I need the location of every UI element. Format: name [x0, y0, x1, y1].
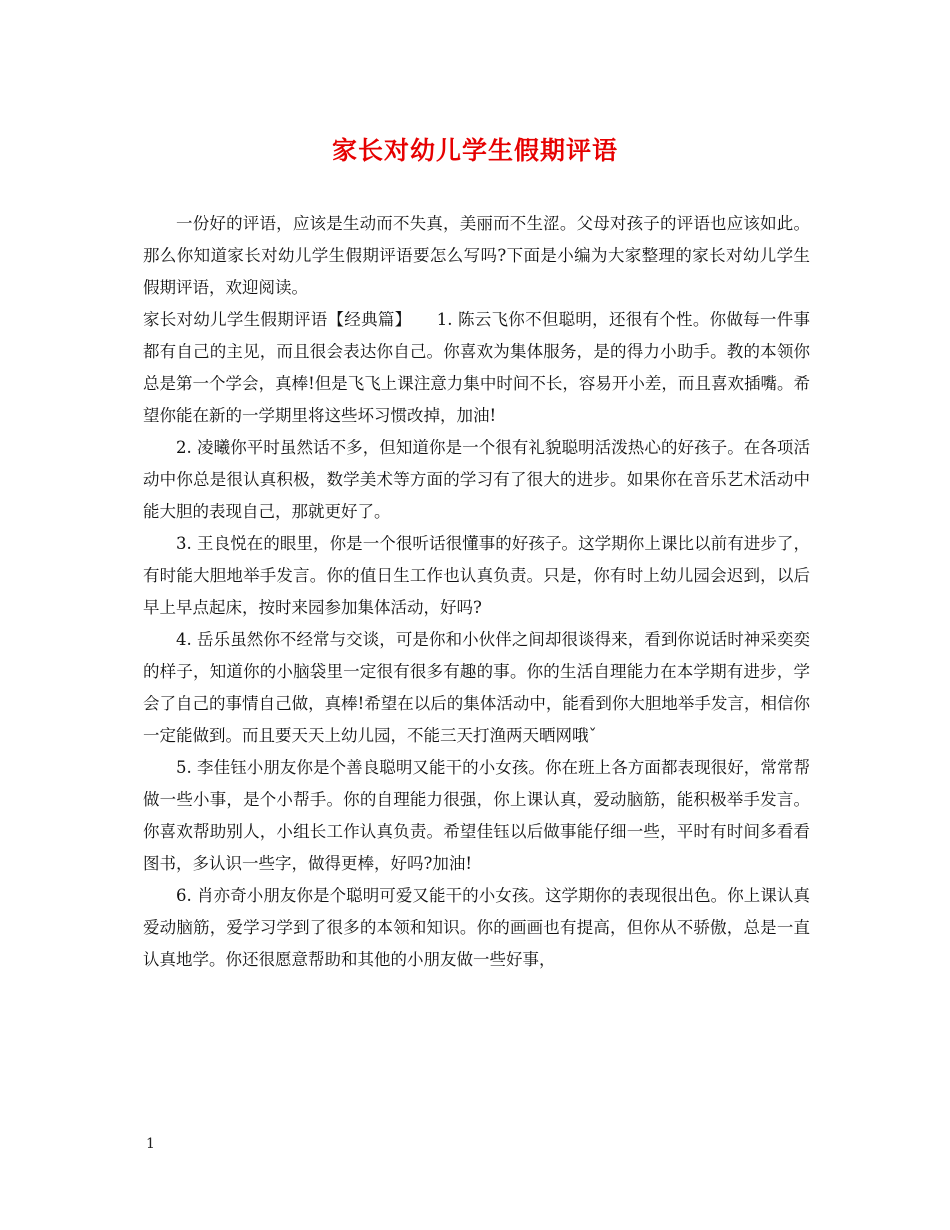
comment-item-2: 2. 凌曦你平时虽然话不多，但知道你是一个很有礼貌聪明活泼热心的好孩子。在各项活动中你总是很认真积极，数学美术等方面的学习有了很大的进步。如果你在音乐艺术活动中能大胆的表现自己，那就更好了。: [143, 438, 810, 521]
section-heading-paragraph: 家长对幼儿学生假期评语【经典篇】 1. 陈云飞你不但聪明，还很有个性。你做每一件事都有自己的主见，而且很会表达你自己。你喜欢为集体服务，是的得力小助手。教的本领你总是第一个学会，真棒!但是飞飞上课注意力集中时间不长，容易开小差，而且喜欢插嘴。希望你能在新的一学期里将这些坏习惯改掉，加油!: [143, 310, 810, 425]
comment-item-6: 6. 肖亦奇小朋友你是个聪明可爱又能干的小女孩。这学期你的表现很出色。你上课认真爱动脑筋，爱学习学到了很多的本领和知识。你的画画也有提高，但你从不骄傲，总是一直认真地学。你还很愿意帮助和其他的小朋友做一些好事，: [143, 886, 810, 969]
document-body: [143, 208, 810, 976]
comment-item-5: 5. 李佳钰小朋友你是个善良聪明又能干的小女孩。你在班上各方面都表现很好，常常帮做一些小事，是个小帮手。你的自理能力很强，你上课认真，爱动脑筋，能积极举手发言。你喜欢帮助别人，小组长工作认真负责。希望佳钰以后做事能仔细一些，平时有时间多看看图书，多认识一些字，做得更棒，好吗?加油!: [143, 758, 810, 873]
page-title: 家长对幼儿学生假期评语: [331, 136, 618, 165]
comment-item-3: 3. 王良悦在的眼里，你是一个很听话很懂事的好孩子。这学期你上课比以前有进步了，有时能大胆地举手发言。你的值日生工作也认真负责。只是，你有时上幼儿园会迟到，以后早上早点起床，按时来园参加集体活动，好吗?: [143, 534, 810, 617]
comment-item-4: 4. 岳乐虽然你不经常与交谈，可是你和小伙伴之间却很谈得来，看到你说话时神采奕奕的样子，知道你的小脑袋里一定很有很多有趣的事。你的生活自理能力在本学期有进步，学会了自己的事情自己做，真棒!希望在以后的集体活动中，能看到你大胆地举手发言，相信你一定能做到。而且要天天上幼儿园，不能三天打渔两天晒网哦ˇ: [143, 630, 810, 745]
page-number: 1: [146, 1136, 155, 1152]
intro-paragraph: 一份好的评语，应该是生动而不失真，美丽而不生涩。父母对孩子的评语也应该如此。那么你知道家长对幼儿学生假期评语要怎么写吗?下面是小编为大家整理的家长对幼儿学生假期评语，欢迎阅读。: [143, 214, 810, 297]
